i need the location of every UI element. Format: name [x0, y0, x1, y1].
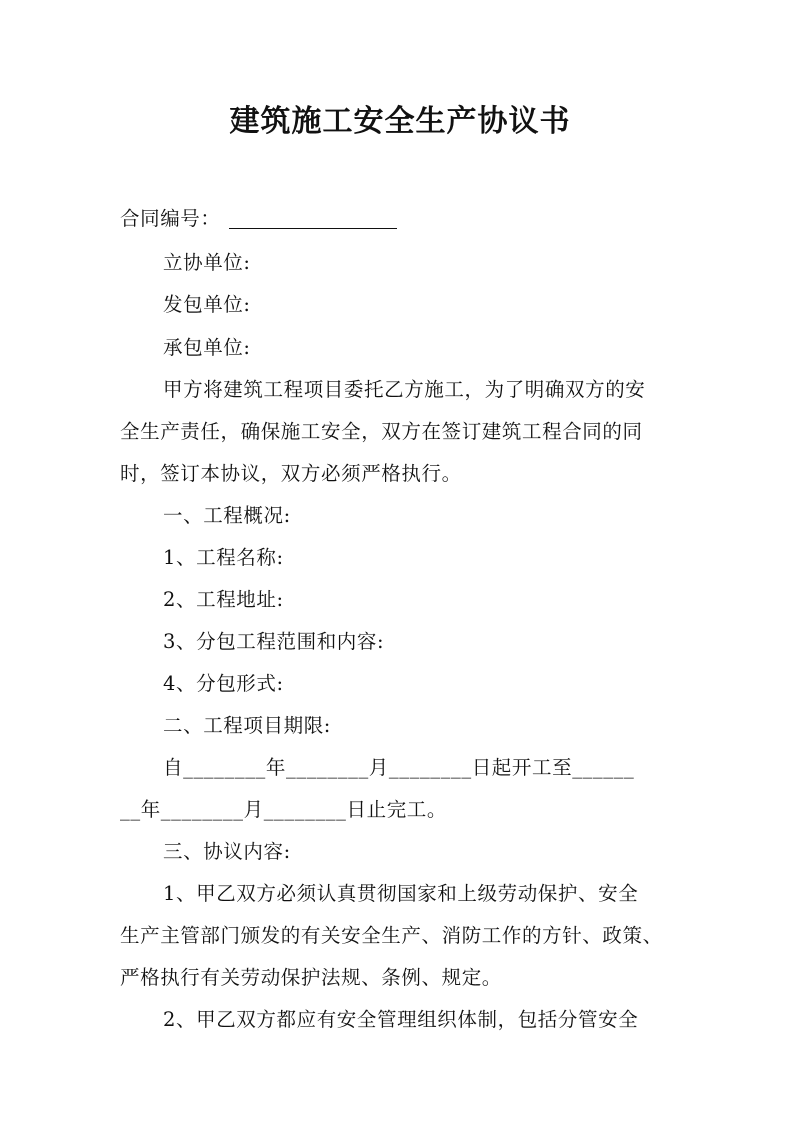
clause-1-line-2: 生产主管部门颁发的有关安全生产、消防工作的方针、政策、: [120, 924, 663, 947]
document-title: 建筑施工安全生产协议书: [229, 104, 571, 139]
section-2-heading: 二、工程项目期限:: [163, 714, 331, 737]
contractor-party-line: 承包单位:: [163, 336, 251, 359]
contracting-party-line: 发包单位:: [163, 293, 251, 316]
period-line-1: 自________年________月________日起开工至______: [163, 756, 635, 779]
preamble-line-1: 甲方将建筑工程项目委托乙方施工，为了明确双方的安: [163, 378, 646, 401]
subcontract-form-line: 4、分包形式:: [163, 672, 284, 695]
period-line-2: __年________月________日止完工。: [120, 798, 447, 821]
contract-number-label: 合同编号：: [120, 207, 221, 230]
clause-1-line-1: 1、甲乙双方必须认真贯彻国家和上级劳动保护、安全: [163, 882, 639, 905]
subcontract-scope-line: 3、分包工程范围和内容:: [163, 630, 385, 653]
preamble-line-2: 全生产责任，确保施工安全，双方在签订建筑工程合同的同: [120, 420, 643, 443]
clause-1-line-3: 严格执行有关劳动保护法规、条例、规定。: [120, 966, 502, 989]
section-1-heading: 一、工程概况:: [163, 504, 291, 527]
issuing-unit-line: 立协单位:: [163, 251, 251, 274]
preamble-line-3: 时，签订本协议，双方必须严格执行。: [120, 462, 462, 485]
contract-number-blank: [229, 208, 397, 229]
section-3-heading: 三、协议内容:: [163, 840, 291, 863]
project-name-line: 1、工程名称:: [163, 546, 284, 569]
project-address-line: 2、工程地址:: [163, 588, 284, 611]
contract-number-line: [120, 203, 397, 231]
clause-2-line-1: 2、甲乙双方都应有安全管理组织体制，包括分管安全: [163, 1008, 639, 1031]
